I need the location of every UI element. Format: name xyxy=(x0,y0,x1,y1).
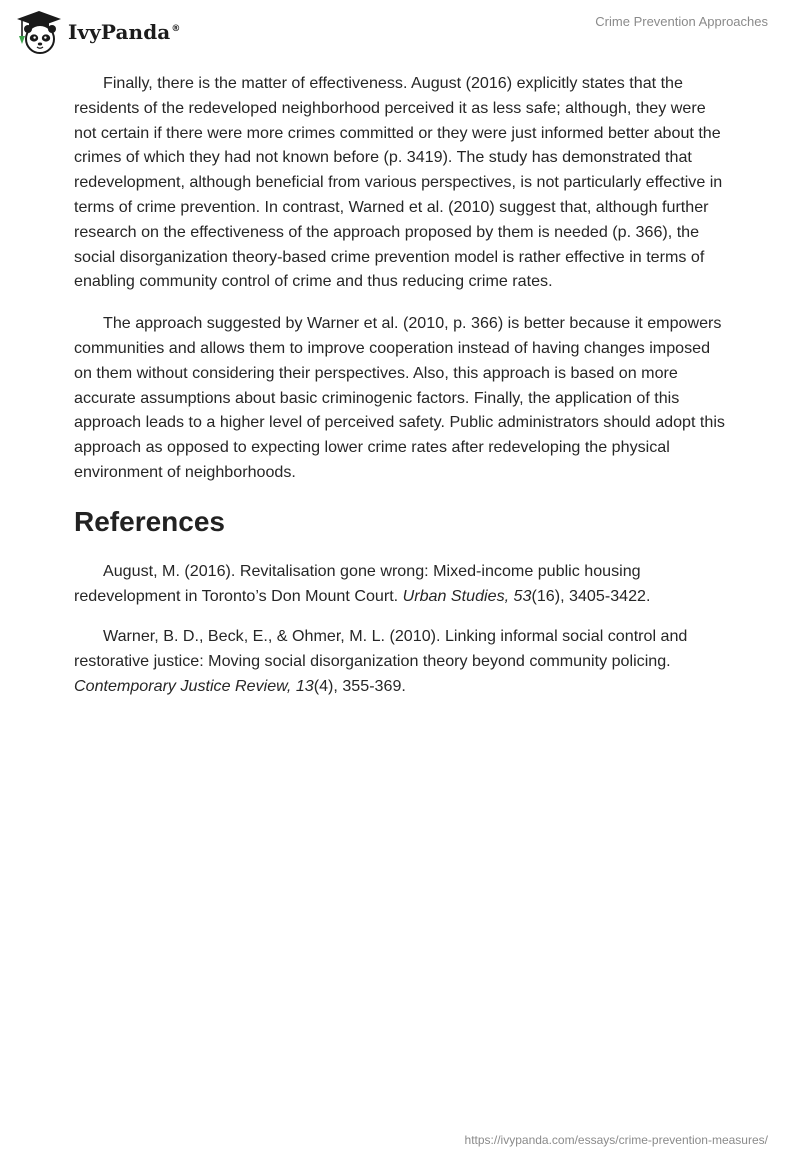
body-paragraph-recommendation: The approach suggested by Warner et al. (2010, p. 366) is better because it empowers communities and allows them to improve cooperation instead of having changes imposed on them without considering their perspectives. Also, this approach is based on more accurate assumptions about basic criminogenic factors. Finally, the application of this approach leads to a higher level of perceived safety. Public administrators should adopt this approach as opposed to expecting lower crime rates after redeveloping the physical environment of neighborhoods. xyxy=(74,314,725,481)
reference-pages: (4), 355-369. xyxy=(313,676,406,695)
reference-journal: Urban Studies, 53 xyxy=(402,586,532,605)
brand-name: IvyPanda® xyxy=(68,20,181,44)
reference-pages: (16), 3405-3422. xyxy=(531,586,651,605)
running-title: Crime Prevention Approaches xyxy=(595,14,768,29)
reference-item xyxy=(74,624,726,698)
reference-citation: August, M. (2016). Revitalisation gone wrong: Mixed-income public housing redevelopment in Toronto’s Don Mount Court. xyxy=(74,561,641,605)
source-url-link[interactable]: https://ivypanda.com/essays/crime-prevention-measures/ xyxy=(464,1133,768,1147)
ivypanda-logo[interactable] xyxy=(14,9,180,55)
registered-mark: ® xyxy=(171,24,181,35)
essay-content xyxy=(74,71,726,715)
reference-journal: Contemporary Justice Review, 13 xyxy=(74,676,314,695)
reference-citation: Warner, B. D., Beck, E., & Ohmer, M. L. (2010). Linking informal social control and restorative justice: Moving social disorganization theory beyond community policing. xyxy=(74,627,688,671)
references-heading: References xyxy=(74,505,225,537)
reference-item xyxy=(74,559,726,609)
page-header xyxy=(0,0,800,60)
body-paragraph-effectiveness: Finally, there is the matter of effectiveness. August (2016) explicitly states that the residents of the redeveloped neighborhood perceived it as less safe; although, they were not certain if there were more crimes committed or they were just informed better about the crimes of which they had not known before (p. 3419). The study has demonstrated that redevelopment, although beneficial from various perspectives, is not particularly effective in terms of crime prevention. In contrast, Warned et al. (2010) suggest that, although further research on the effectiveness of the approach proposed by them is needed (p. 366), the social disorganization theory-based crime prevention model is rather effective in terms of enabling community control of crime and thus reducing crime rates. xyxy=(74,74,723,291)
panda-graduate-icon xyxy=(14,9,64,55)
